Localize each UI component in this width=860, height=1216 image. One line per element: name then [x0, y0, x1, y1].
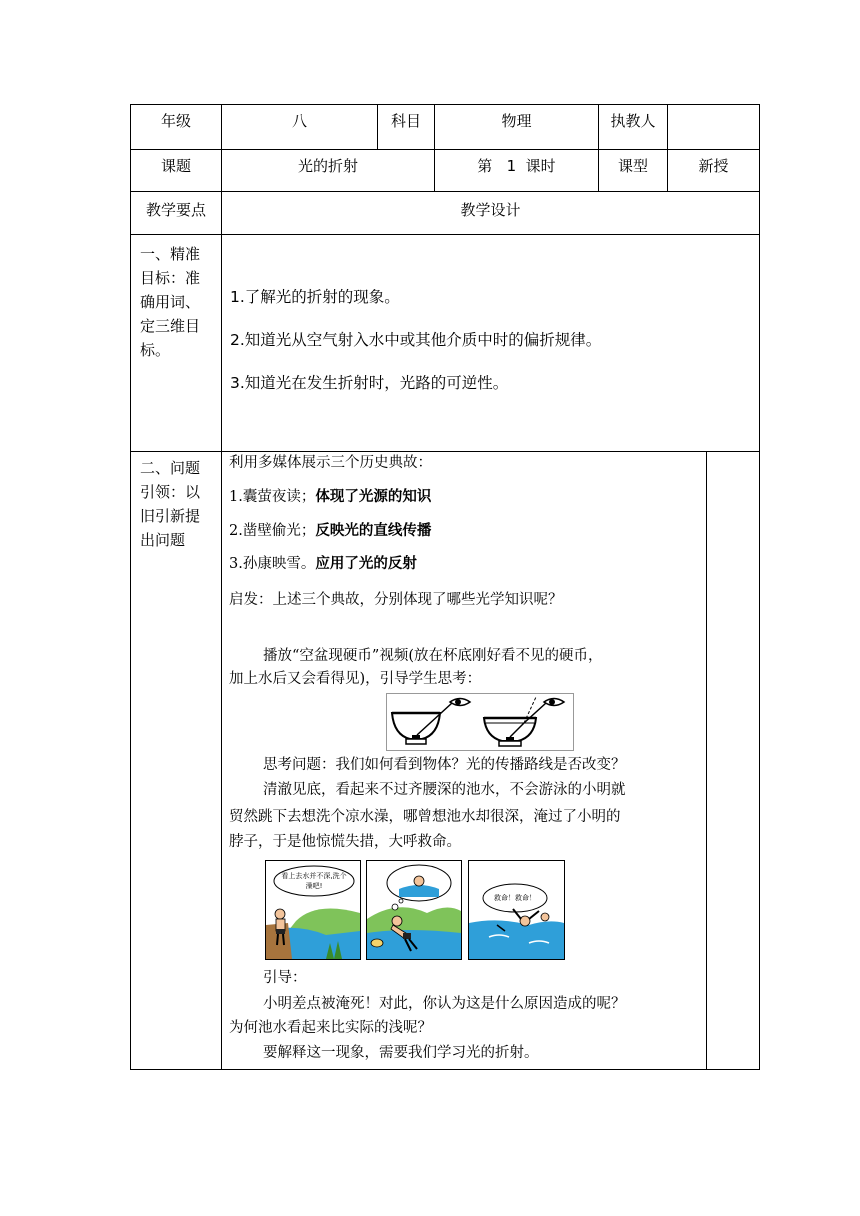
key-points-label: 教学要点 [145, 201, 206, 219]
guide-line-1: 小明差点被淹死！对此，你认为这是什么原因造成的呢？ [263, 996, 626, 1012]
topic-value: 光的折射 [297, 157, 358, 175]
story-3: 3.孙康映雪。应用了光的反射 [229, 556, 417, 572]
objective-3: 3.知道光在发生折射时，光路的可逆性。 [230, 374, 509, 392]
guide-label: 引导： [263, 970, 307, 986]
story-line-1: 清澈见底，看起来不过齐腰深的池水，不会游泳的小明就 [263, 782, 626, 798]
subject-label: 科目 [390, 112, 421, 130]
type-label: 课型 [617, 157, 648, 175]
story-line-3: 脖子，于是他惊慌失措，大呼救命。 [229, 834, 461, 850]
section1-label: 一、精准目标：准确用词、定三维目标。 [140, 245, 201, 359]
video-line-2: 加上水后又会看得见)，引导学生思考： [229, 671, 482, 687]
intro-text: 利用多媒体展示三个历史典故： [229, 455, 432, 471]
think-text: 思考问题：我们如何看到物体？光的传播路线是否改变？ [263, 757, 626, 773]
inspire-text: 启发：上述三个典故，分别体现了哪些光学知识呢？ [229, 592, 563, 608]
story-line-2: 贸然跳下去想洗个凉水澡，哪曾想池水却很深，淹过了小明的 [229, 809, 621, 825]
section2-label: 二、问题引领：以旧引新提出问题 [140, 459, 201, 549]
design-label: 教学设计 [460, 201, 521, 219]
subject-value: 物理 [501, 112, 532, 130]
comic-bubble-1: 看上去水并不深,洗个澡吧! [281, 872, 347, 890]
type-value: 新授 [698, 157, 729, 175]
period-value: 第 1 课时 [477, 157, 556, 175]
comic-bubble-3: 救命！救命！ [494, 894, 536, 902]
coin-bowl-diagram [386, 693, 574, 751]
conclusion-text: 要解释这一现象，需要我们学习光的折射。 [263, 1045, 539, 1061]
grade-value: 八 [291, 112, 307, 130]
comic-panel-3 [468, 860, 565, 960]
guide-line-2: 为何池水看起来比实际的浅呢？ [229, 1020, 432, 1036]
comic-panel-1 [265, 860, 361, 960]
topic-label: 课题 [160, 157, 191, 175]
comic-panel-2 [366, 860, 462, 960]
objective-1: 1.了解光的折射的现象。 [230, 288, 400, 306]
objective-2: 2.知道光从空气射入水中或其他介质中时的偏折规律。 [230, 331, 602, 349]
video-line-1: 播放“空盆现硬币”视频(放在杯底刚好看不见的硬币， [263, 648, 603, 664]
grade-label: 年级 [160, 112, 191, 130]
story-1: 1.囊萤夜读；体现了光源的知识 [229, 489, 432, 505]
story-2: 2.凿壁偷光；反映光的直线传播 [229, 523, 432, 539]
teacher-label: 执教人 [610, 112, 656, 130]
